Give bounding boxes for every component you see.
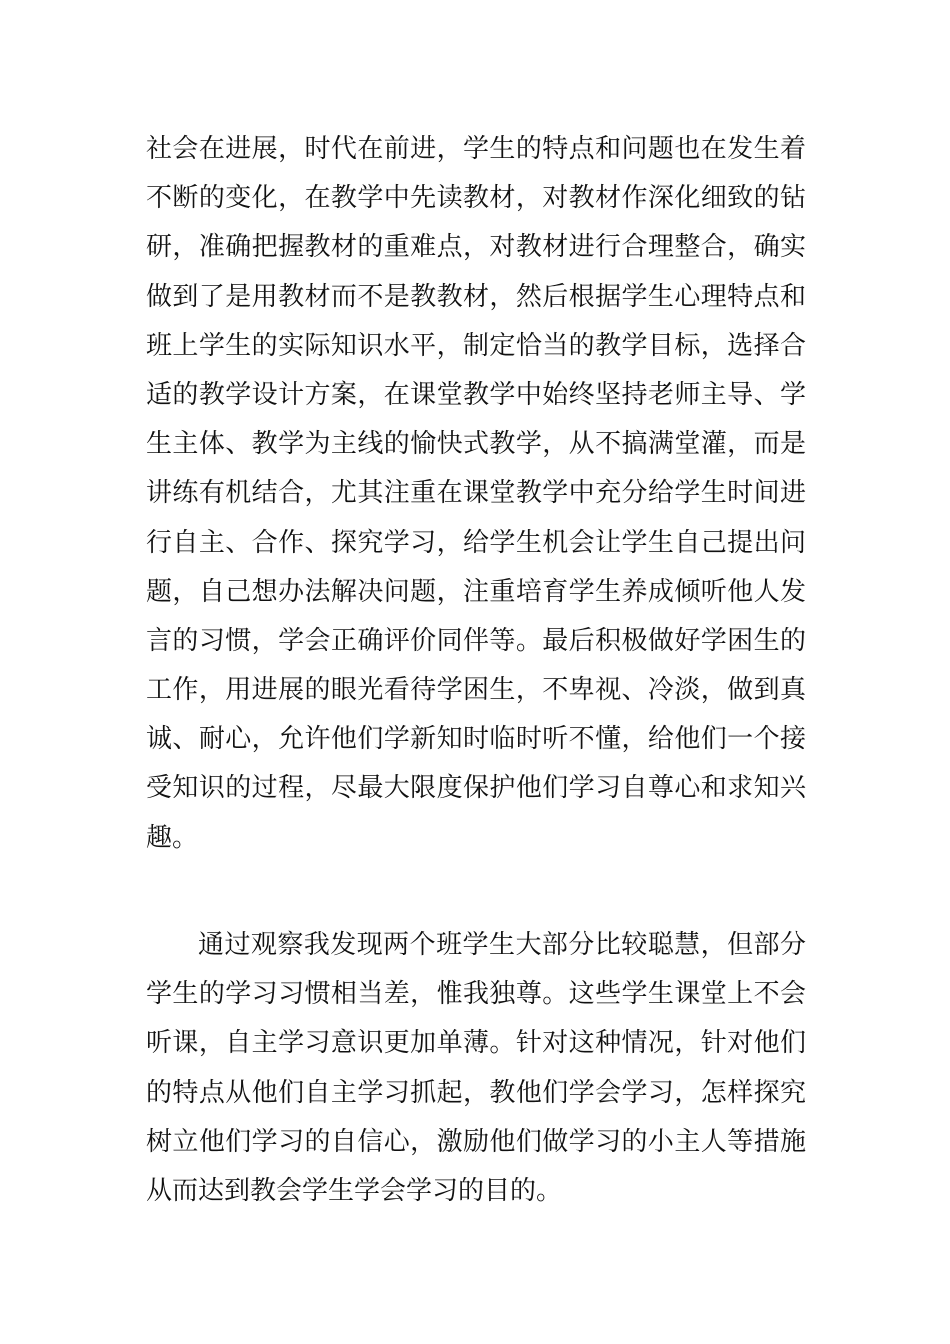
paragraph-2 xyxy=(146,921,806,1216)
paragraph-line: 听课，自主学习意识更加单薄。针对这种情况，针对他们 xyxy=(146,1028,806,1059)
paragraph-line: 趣。 xyxy=(146,822,199,853)
paragraph-line: 讲练有机结合，尤其注重在课堂教学中充分给学生时间进 xyxy=(146,478,806,509)
paragraph-line: 受知识的过程，尽最大限度保护他们学习自尊心和求知兴 xyxy=(146,773,806,804)
paragraph-line: 社会在进展，时代在前进，学生的特点和问题也在发生着 xyxy=(146,134,806,164)
paragraph-line: 从而达到教会学生学会学习的目的。 xyxy=(146,1175,563,1206)
paragraph-line: 通过观察我发现两个班学生大部分比较聪慧，但部分 xyxy=(198,930,806,960)
paragraph-line: 诚、耐心，允许他们学新知时临时听不懂，给他们一个接 xyxy=(146,724,806,755)
paragraph-line: 树立他们学习的自信心，激励他们做学习的小主人等措施 xyxy=(146,1126,806,1157)
paragraph-line: 做到了是用教材而不是教教材，然后根据学生心理特点和 xyxy=(146,281,806,312)
paragraph-line: 工作，用进展的眼光看待学困生，不卑视、冷淡，做到真 xyxy=(146,675,806,706)
paragraph-line: 的特点从他们自主学习抓起，教他们学会学习，怎样探究 xyxy=(146,1077,806,1108)
paragraph-line: 行自主、合作、探究学习，给学生机会让学生自己提出问 xyxy=(146,527,806,558)
paragraph-line: 生主体、教学为主线的愉快式教学，从不搞满堂灌，而是 xyxy=(146,429,806,460)
paragraph-line: 适的教学设计方案，在课堂教学中始终坚持老师主导、学 xyxy=(146,379,806,410)
paragraph-line: 学生的学习习惯相当差，惟我独尊。这些学生课堂上不会 xyxy=(146,979,806,1010)
paragraph-line: 研，准确把握教材的重难点，对教材进行合理整合，确实 xyxy=(146,232,806,263)
paragraph-line: 题，自己想办法解决问题，注重培育学生养成倾听他人发 xyxy=(146,576,806,607)
paragraph-line: 言的习惯，学会正确评价同伴等。最后积极做好学困生的 xyxy=(146,625,806,656)
paragraph-line: 不断的变化，在教学中先读教材，对教材作深化细致的钻 xyxy=(146,183,806,214)
paragraph-1 xyxy=(146,125,806,863)
paragraph-line: 班上学生的实际知识水平，制定恰当的教学目标，选择合 xyxy=(146,330,806,361)
